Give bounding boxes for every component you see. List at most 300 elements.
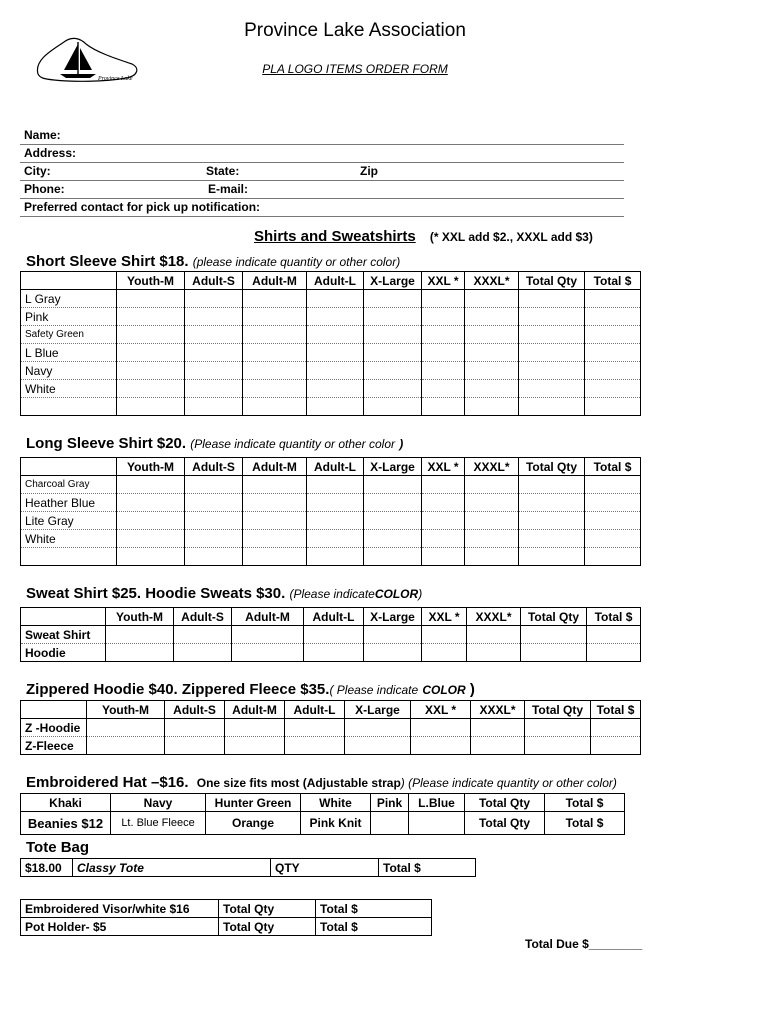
qty-cell[interactable] [243,530,307,548]
row-label [21,398,117,416]
qty-cell[interactable] [307,548,364,566]
row-label: Z-Fleece [21,737,87,755]
qty-cell[interactable] [471,719,525,737]
qty-cell[interactable] [165,719,225,737]
table-header-cell [21,458,117,476]
hat-total-qty-cell[interactable]: Total Qty [465,794,545,812]
qty-cell[interactable] [307,308,364,326]
table-row [21,362,641,380]
table-row [21,512,641,530]
qty-cell[interactable] [185,476,243,494]
qty-cell[interactable] [411,737,471,755]
qty-cell[interactable] [422,326,465,344]
table-header-cell: Adult-L [307,272,364,290]
qty-cell[interactable] [307,326,364,344]
hat-option-cell: Pink [371,794,409,812]
qty-cell[interactable] [243,380,307,398]
row-label: Pink [21,308,117,326]
table-header-cell: Youth-M [117,458,185,476]
qty-cell[interactable] [117,476,185,494]
table-header-cell [21,701,87,719]
row-label: Sweat Shirt [21,626,106,644]
row-label: L Gray [21,290,117,308]
table-header-cell [21,608,106,626]
qty-cell[interactable] [225,737,285,755]
preferred-contact-label: Preferred contact for pick up notification: [24,200,261,214]
table-row [21,530,641,548]
table-header-cell: Total Qty [521,608,587,626]
short-sleeve-heading [26,253,400,270]
qty-cell[interactable] [345,737,411,755]
qty-cell[interactable] [243,308,307,326]
table-row [21,719,641,737]
qty-cell[interactable] [525,719,591,737]
qty-cell[interactable] [185,512,243,530]
short-sleeve-table [20,271,641,416]
name-line[interactable] [20,127,624,145]
qty-cell[interactable] [364,626,422,644]
address-label: Address: [24,146,77,160]
qty-cell[interactable] [185,308,243,326]
zippered-title: Zippered Hoodie $40. Zippered Fleece $35. [26,681,330,698]
qty-cell[interactable] [467,644,521,662]
qty-cell[interactable] [117,326,185,344]
zippered-note-end: ) [469,681,475,698]
qty-cell[interactable] [285,737,345,755]
table-header-cell: Adult-L [304,608,364,626]
qty-cell[interactable] [465,398,519,416]
qty-cell[interactable] [422,380,465,398]
qty-cell[interactable] [465,344,519,362]
qty-cell[interactable] [364,362,422,380]
qty-cell[interactable] [585,362,641,380]
qty-cell[interactable] [304,644,364,662]
beanie-label: Beanies $12 [21,812,111,835]
hat-subtitle: One size fits most (Adjustable strap [196,776,401,790]
beanie-option-cell: Pink Knit [301,812,371,835]
qty-cell[interactable] [465,548,519,566]
table-header-cell: XXXL* [471,701,525,719]
qty-cell[interactable] [165,737,225,755]
qty-cell[interactable] [307,512,364,530]
qty-cell[interactable] [519,512,585,530]
qty-cell[interactable] [465,326,519,344]
qty-cell[interactable] [364,512,422,530]
tote-qty-cell[interactable]: QTY [271,859,379,877]
table-header-cell: Total $ [585,458,641,476]
qty-cell[interactable] [465,380,519,398]
qty-cell[interactable] [519,308,585,326]
tote-table [20,858,476,877]
qty-cell[interactable] [117,398,185,416]
qty-cell[interactable] [519,494,585,512]
qty-cell[interactable] [587,644,641,662]
qty-cell[interactable] [307,398,364,416]
table-row [21,626,641,644]
qty-cell[interactable] [117,530,185,548]
pot-holder-label: Pot Holder- $5 [21,918,219,936]
qty-cell[interactable] [225,719,285,737]
row-label: White [21,530,117,548]
beanie-option-cell: Orange [206,812,301,835]
tote-total-cell[interactable]: Total $ [379,859,476,877]
qty-cell[interactable] [364,380,422,398]
qty-cell[interactable] [364,398,422,416]
qty-cell[interactable] [307,290,364,308]
qty-cell[interactable] [364,290,422,308]
qty-cell[interactable] [364,308,422,326]
qty-cell[interactable] [243,290,307,308]
qty-cell[interactable] [585,380,641,398]
qty-cell[interactable] [519,326,585,344]
row-label: White [21,380,117,398]
table-header-cell: Total Qty [519,272,585,290]
qty-cell[interactable] [585,326,641,344]
qty-cell[interactable] [364,476,422,494]
table-row [21,344,641,362]
qty-cell[interactable] [585,548,641,566]
qty-cell[interactable] [87,719,165,737]
qty-cell[interactable] [117,380,185,398]
qty-cell[interactable] [519,380,585,398]
qty-cell[interactable] [591,719,641,737]
table-header-cell: XXL * [422,272,465,290]
qty-cell[interactable] [87,737,165,755]
qty-cell[interactable] [243,476,307,494]
sweat-title: Sweat Shirt $25. Hoodie Sweats $30. [26,585,286,602]
qty-cell[interactable] [465,362,519,380]
qty-cell[interactable] [422,548,465,566]
short-sleeve-note: (please indicate quantity or other color) [192,255,401,269]
qty-cell[interactable] [243,398,307,416]
qty-cell[interactable] [185,290,243,308]
table-row [21,476,641,494]
pot-holder-total-qty-cell[interactable]: Total Qty [219,918,316,936]
qty-cell[interactable] [285,719,345,737]
qty-cell[interactable] [585,398,641,416]
tote-name: Classy Tote [73,859,271,877]
row-label: Safety Green [21,326,117,344]
address-line[interactable] [20,145,624,163]
qty-cell[interactable] [243,494,307,512]
table-row [21,290,641,308]
table-header-cell: Adult-L [285,701,345,719]
long-sleeve-note-end: ) [399,437,404,451]
qty-cell[interactable] [232,644,304,662]
table-row [21,380,641,398]
table-header-cell: XXXL* [465,458,519,476]
qty-cell[interactable] [465,290,519,308]
qty-cell[interactable] [364,494,422,512]
visor-label: Embroidered Visor/white $16 [21,900,219,918]
table-header-cell: Total $ [591,701,641,719]
table-header-cell: X-Large [364,272,422,290]
table-header-cell: Total $ [587,608,641,626]
qty-cell[interactable] [174,626,232,644]
tote-heading: Tote Bag [26,839,90,856]
qty-cell[interactable] [585,344,641,362]
sailboat-logo-icon [34,30,146,88]
qty-cell[interactable] [243,548,307,566]
table-header-cell: X-Large [364,458,422,476]
hat-option-cell: White [301,794,371,812]
row-label: Charcoal Gray [21,476,117,494]
row-label [21,548,117,566]
short-sleeve-title: Short Sleeve Shirt $18. [26,253,189,270]
qty-cell[interactable] [422,344,465,362]
beanie-option-cell[interactable] [409,812,465,835]
qty-cell[interactable] [422,308,465,326]
qty-cell[interactable] [422,494,465,512]
qty-cell[interactable] [465,512,519,530]
qty-cell[interactable] [185,548,243,566]
row-label: L Blue [21,344,117,362]
long-sleeve-title: Long Sleeve Shirt $20. [26,435,187,452]
qty-cell[interactable] [585,290,641,308]
long-sleeve-table [20,457,641,566]
qty-cell[interactable] [525,737,591,755]
qty-cell[interactable] [185,344,243,362]
qty-cell[interactable] [117,344,185,362]
qty-cell[interactable] [307,344,364,362]
qty-cell[interactable] [307,494,364,512]
zippered-table [20,700,641,755]
name-label: Name: [24,128,61,142]
sweat-heading [26,585,422,602]
qty-cell[interactable] [585,530,641,548]
hat-total-cell[interactable]: Total $ [545,794,625,812]
table-header-cell: Adult-M [232,608,304,626]
beanie-row [21,812,625,835]
zippered-heading [26,681,475,698]
sweat-note: (Please indicate [289,587,375,601]
qty-cell[interactable] [465,494,519,512]
table-header-cell: Youth-M [106,608,174,626]
hat-title: Embroidered Hat –$16. [26,774,189,791]
qty-cell[interactable] [106,626,174,644]
qty-cell[interactable] [307,362,364,380]
sweat-table [20,607,641,662]
phone-line[interactable] [20,181,624,199]
table-header-cell: XXL * [422,458,465,476]
qty-cell[interactable] [243,362,307,380]
table-row [21,494,641,512]
beanie-option-cell[interactable] [371,812,409,835]
qty-cell[interactable] [521,626,587,644]
qty-cell[interactable] [587,626,641,644]
qty-cell[interactable] [422,362,465,380]
qty-cell[interactable] [117,512,185,530]
qty-cell[interactable] [465,530,519,548]
qty-cell[interactable] [185,380,243,398]
beanie-option-cell: Lt. Blue Fleece [111,812,206,835]
qty-cell[interactable] [585,494,641,512]
qty-cell[interactable] [117,362,185,380]
table-header-cell: XXL * [411,701,471,719]
qty-cell[interactable] [117,494,185,512]
hat-table [20,793,625,835]
qty-cell[interactable] [585,476,641,494]
table-row [21,548,641,566]
table-header-cell: Adult-S [165,701,225,719]
long-sleeve-heading [26,435,403,452]
table-header-cell: Adult-L [307,458,364,476]
qty-cell[interactable] [519,290,585,308]
qty-cell[interactable] [519,362,585,380]
hat-note: ) (Please indicate quantity or other color) [400,776,617,790]
tote-price: $18.00 [21,859,73,877]
qty-cell[interactable] [243,512,307,530]
qty-cell[interactable] [519,476,585,494]
qty-cell[interactable] [345,719,411,737]
table-row [21,308,641,326]
qty-cell[interactable] [519,530,585,548]
table-header-cell: Adult-S [185,458,243,476]
qty-cell[interactable] [591,737,641,755]
sweat-note-end: ) [418,587,423,601]
qty-cell[interactable] [422,398,465,416]
qty-cell[interactable] [307,530,364,548]
qty-cell[interactable] [307,476,364,494]
table-header-cell: Adult-S [185,272,243,290]
row-label: Heather Blue [21,494,117,512]
qty-cell[interactable] [519,398,585,416]
table-header-cell: X-Large [345,701,411,719]
visor-total-qty-cell[interactable]: Total Qty [219,900,316,918]
qty-cell[interactable] [106,644,174,662]
qty-cell[interactable] [117,548,185,566]
hat-option-cell: Navy [111,794,206,812]
shirts-heading [254,228,593,245]
hat-row [21,794,625,812]
table-header-cell: Total Qty [525,701,591,719]
phone-label: Phone: [24,182,65,196]
hat-option-cell: L.Blue [409,794,465,812]
qty-cell[interactable] [465,476,519,494]
hat-heading [26,774,617,791]
table-header-cell [21,272,117,290]
qty-cell[interactable] [364,548,422,566]
row-label: Z -Hoodie [21,719,87,737]
qty-cell[interactable] [174,644,232,662]
qty-cell[interactable] [422,512,465,530]
state-label: State: [206,164,240,178]
pot-holder-total-cell[interactable]: Total $ [316,918,432,936]
qty-cell[interactable] [585,512,641,530]
qty-cell[interactable] [185,530,243,548]
table-header-cell: Adult-M [243,272,307,290]
qty-cell[interactable] [519,548,585,566]
table-row [21,326,641,344]
qty-cell[interactable] [232,626,304,644]
row-label: Lite Gray [21,512,117,530]
zippered-note: ( Please indicate [329,683,419,697]
qty-cell[interactable] [422,626,467,644]
qty-cell[interactable] [465,308,519,326]
qty-cell[interactable] [307,380,364,398]
beanie-total-cell[interactable]: Total $ [545,812,625,835]
visor-row [21,900,432,918]
hat-option-cell: Khaki [21,794,111,812]
qty-cell[interactable] [117,308,185,326]
form-subtitle: PLA LOGO ITEMS ORDER FORM [262,62,448,76]
beanie-total-qty-cell[interactable]: Total Qty [465,812,545,835]
qty-cell[interactable] [411,719,471,737]
table-header-cell: XXXL* [465,272,519,290]
qty-cell[interactable] [243,344,307,362]
table-header-row [21,608,641,626]
table-header-cell: Youth-M [87,701,165,719]
long-sleeve-note: (Please indicate quantity or other color [190,437,396,451]
qty-cell[interactable] [519,344,585,362]
zip-label: Zip [360,164,378,178]
table-header-cell: Adult-S [174,608,232,626]
zippered-note-color: COLOR [422,683,466,697]
shirts-heading-note: (* XXL add $2., XXXL add $3) [429,230,593,244]
city-label: City: [24,164,51,178]
pot-holder-row [21,918,432,936]
qty-cell[interactable] [467,626,521,644]
sweat-note-color: COLOR [374,587,419,601]
qty-cell[interactable] [185,398,243,416]
qty-cell[interactable] [117,290,185,308]
qty-cell[interactable] [364,644,422,662]
tote-row [21,859,476,877]
logo-text: Province Lake [98,76,133,82]
table-row [21,737,641,755]
qty-cell[interactable] [585,308,641,326]
row-label: Hoodie [21,644,106,662]
qty-cell[interactable] [185,494,243,512]
qty-cell[interactable] [364,344,422,362]
table-header-row [21,272,641,290]
table-row [21,398,641,416]
qty-cell[interactable] [304,626,364,644]
table-header-cell: Total Qty [519,458,585,476]
table-header-cell: X-Large [364,608,422,626]
table-row [21,644,641,662]
preferred-contact-line[interactable] [20,199,624,217]
row-label: Navy [21,362,117,380]
qty-cell[interactable] [422,290,465,308]
hat-option-cell: Hunter Green [206,794,301,812]
table-header-cell: Youth-M [117,272,185,290]
visor-table [20,899,432,936]
qty-cell[interactable] [521,644,587,662]
qty-cell[interactable] [185,326,243,344]
city-line[interactable] [20,163,624,181]
qty-cell[interactable] [185,362,243,380]
total-due[interactable]: Total Due $________ [525,937,643,951]
shirts-heading-title: Shirts and Sweatshirts [254,228,416,245]
qty-cell[interactable] [364,326,422,344]
qty-cell[interactable] [422,530,465,548]
table-header-cell: Total $ [585,272,641,290]
table-header-row [21,701,641,719]
table-header-row [21,458,641,476]
qty-cell[interactable] [471,737,525,755]
qty-cell[interactable] [422,476,465,494]
visor-total-cell[interactable]: Total $ [316,900,432,918]
qty-cell[interactable] [422,644,467,662]
qty-cell[interactable] [243,326,307,344]
table-header-cell: XXXL* [467,608,521,626]
qty-cell[interactable] [364,530,422,548]
table-header-cell: XXL * [422,608,467,626]
table-header-cell: Adult-M [225,701,285,719]
email-label: E-mail: [208,182,249,196]
table-header-cell: Adult-M [243,458,307,476]
